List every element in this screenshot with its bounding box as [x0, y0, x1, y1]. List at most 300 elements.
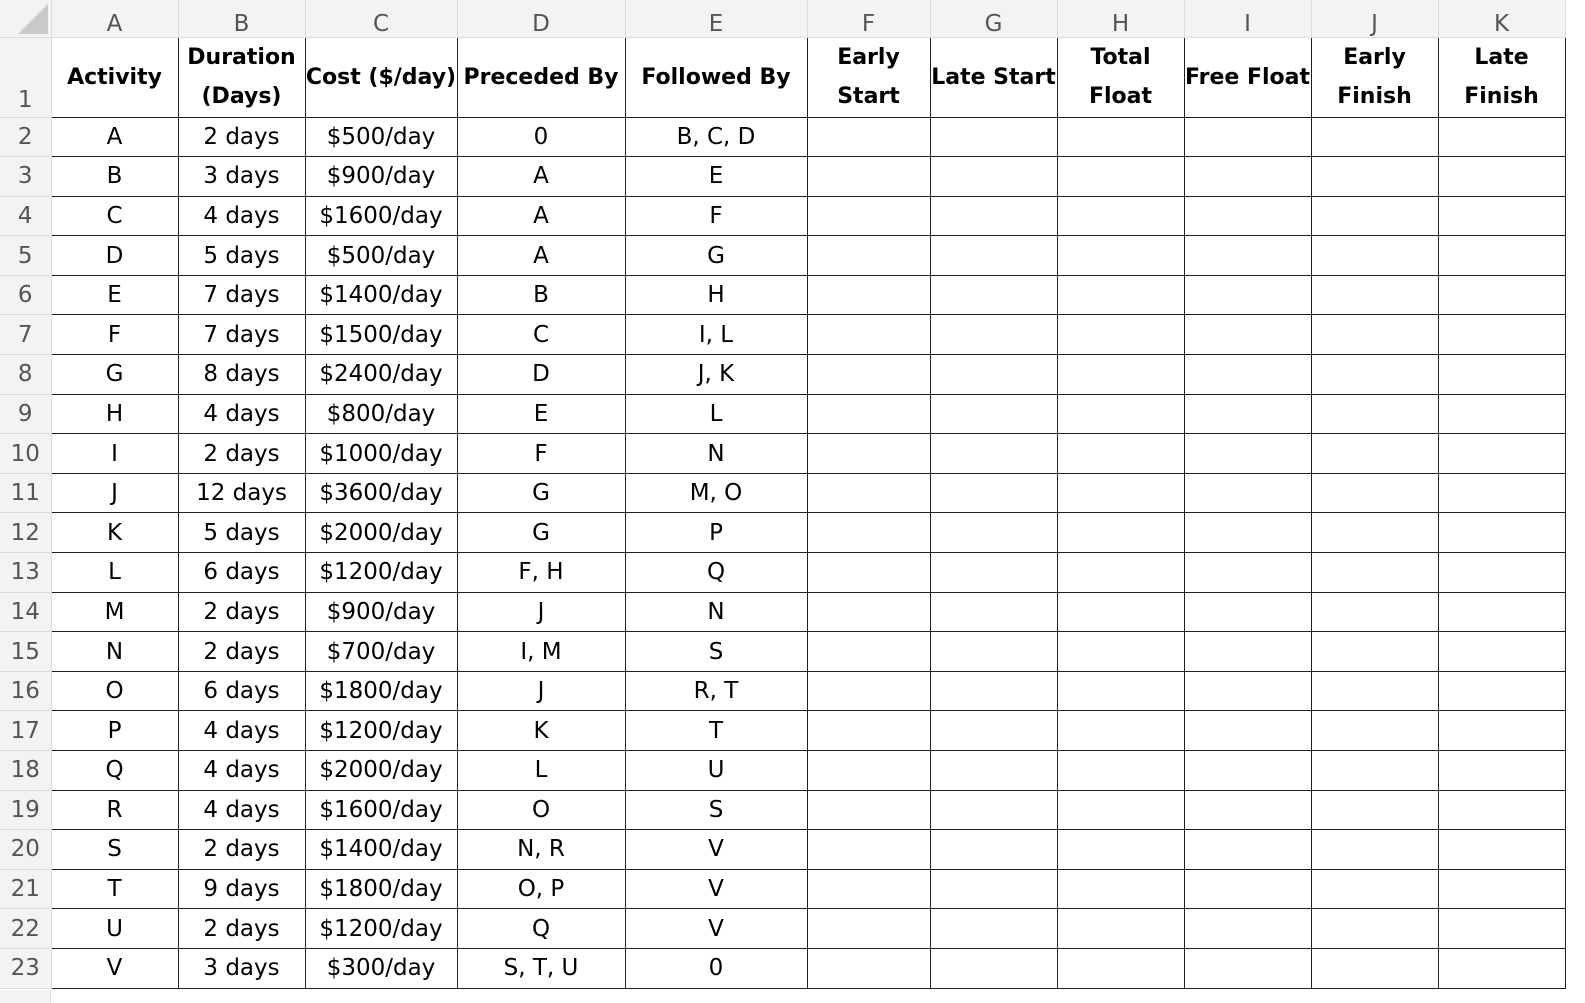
column-header[interactable]: E: [625, 0, 807, 37]
cell-early-start[interactable]: [807, 355, 930, 395]
cell-cost[interactable]: $1200/day: [305, 909, 457, 949]
cell-late-finish[interactable]: [1438, 830, 1565, 870]
cell-activity[interactable]: V: [51, 948, 178, 988]
cell-free-float[interactable]: [1184, 315, 1311, 355]
cell-duration[interactable]: 2 days: [178, 830, 305, 870]
cell-total-float[interactable]: [1057, 315, 1184, 355]
table-row: [0, 671, 1565, 711]
cell-free-float[interactable]: [1184, 117, 1311, 157]
cell-early-finish[interactable]: [1311, 117, 1438, 157]
cell-cost[interactable]: $300/day: [305, 948, 457, 988]
cell-free-float[interactable]: [1184, 830, 1311, 870]
cell-late-finish[interactable]: [1438, 157, 1565, 197]
cell-duration[interactable]: 2 days: [178, 117, 305, 157]
header-cell-activity[interactable]: Activity: [51, 37, 178, 117]
cell-cost[interactable]: $2000/day: [305, 751, 457, 791]
cell-free-float[interactable]: [1184, 473, 1311, 513]
cell-total-float[interactable]: [1057, 196, 1184, 236]
cell-cost[interactable]: $500/day: [305, 117, 457, 157]
cell-duration[interactable]: 2 days: [178, 632, 305, 672]
row-header[interactable]: 19: [0, 790, 51, 830]
header-cell-free-float[interactable]: Free Float: [1184, 37, 1311, 117]
cell-late-start[interactable]: [930, 315, 1057, 355]
cell-late-finish[interactable]: [1438, 751, 1565, 791]
column-header[interactable]: F: [807, 0, 930, 37]
cell-early-finish[interactable]: [1311, 632, 1438, 672]
cell-followed-by[interactable]: N: [625, 592, 807, 632]
cell-late-start[interactable]: [930, 948, 1057, 988]
row-header[interactable]: 1: [0, 37, 51, 117]
cell-early-start[interactable]: [807, 473, 930, 513]
cell-total-float[interactable]: [1057, 790, 1184, 830]
cell-free-float[interactable]: [1184, 513, 1311, 553]
cell-total-float[interactable]: [1057, 553, 1184, 593]
cell-duration[interactable]: 4 days: [178, 394, 305, 434]
cell-duration[interactable]: 6 days: [178, 553, 305, 593]
row-header[interactable]: 17: [0, 711, 51, 751]
cell-late-finish[interactable]: [1438, 236, 1565, 276]
cell-late-start[interactable]: [930, 117, 1057, 157]
cell-cost[interactable]: $1000/day: [305, 434, 457, 474]
cell-activity[interactable]: N: [51, 632, 178, 672]
cell-free-float[interactable]: [1184, 592, 1311, 632]
row-header[interactable]: 15: [0, 632, 51, 672]
cell-duration[interactable]: 5 days: [178, 513, 305, 553]
row-header[interactable]: 22: [0, 909, 51, 949]
cell-total-float[interactable]: [1057, 909, 1184, 949]
cell-early-finish[interactable]: [1311, 355, 1438, 395]
row-header[interactable]: 18: [0, 751, 51, 791]
cell-duration[interactable]: 9 days: [178, 869, 305, 909]
cell-late-finish[interactable]: [1438, 117, 1565, 157]
cell-cost[interactable]: $1600/day: [305, 196, 457, 236]
cell-preceded-by[interactable]: L: [457, 751, 625, 791]
cell-late-finish[interactable]: [1438, 513, 1565, 553]
cell-duration[interactable]: 2 days: [178, 909, 305, 949]
cell-free-float[interactable]: [1184, 790, 1311, 830]
cell-free-float[interactable]: [1184, 909, 1311, 949]
cell-early-start[interactable]: [807, 157, 930, 197]
header-cell-cost[interactable]: Cost ($/day): [305, 37, 457, 117]
column-header[interactable]: K: [1438, 0, 1565, 37]
cell-activity[interactable]: K: [51, 513, 178, 553]
cell-total-float[interactable]: [1057, 394, 1184, 434]
cell-duration[interactable]: 5 days: [178, 236, 305, 276]
cell-free-float[interactable]: [1184, 869, 1311, 909]
cell-duration[interactable]: 3 days: [178, 157, 305, 197]
cell-activity[interactable]: P: [51, 711, 178, 751]
cell-late-finish[interactable]: [1438, 355, 1565, 395]
cell-late-start[interactable]: [930, 632, 1057, 672]
cell-late-finish[interactable]: [1438, 275, 1565, 315]
cell-early-start[interactable]: [807, 632, 930, 672]
cell-cost[interactable]: $1400/day: [305, 830, 457, 870]
cell-total-float[interactable]: [1057, 632, 1184, 672]
cell-early-finish[interactable]: [1311, 869, 1438, 909]
cell-late-start[interactable]: [930, 236, 1057, 276]
cell-late-start[interactable]: [930, 394, 1057, 434]
cell-preceded-by[interactable]: O: [457, 790, 625, 830]
cell-preceded-by[interactable]: 0: [457, 117, 625, 157]
row-header[interactable]: 5: [0, 236, 51, 276]
cell-followed-by[interactable]: N: [625, 434, 807, 474]
cell-free-float[interactable]: [1184, 196, 1311, 236]
cell-preceded-by[interactable]: J: [457, 671, 625, 711]
cell-duration[interactable]: 3 days: [178, 948, 305, 988]
cell-early-finish[interactable]: [1311, 553, 1438, 593]
cell-total-float[interactable]: [1057, 948, 1184, 988]
cell-total-float[interactable]: [1057, 830, 1184, 870]
cell-cost[interactable]: $900/day: [305, 592, 457, 632]
cell-activity[interactable]: T: [51, 869, 178, 909]
cell-early-finish[interactable]: [1311, 592, 1438, 632]
table-row: [0, 553, 1565, 593]
cell-preceded-by[interactable]: F, H: [457, 553, 625, 593]
cell-total-float[interactable]: [1057, 513, 1184, 553]
cell-followed-by[interactable]: S: [625, 790, 807, 830]
column-header[interactable]: I: [1184, 0, 1311, 37]
cell-activity[interactable]: C: [51, 196, 178, 236]
cell-followed-by[interactable]: P: [625, 513, 807, 553]
cell-preceded-by[interactable]: G: [457, 513, 625, 553]
cell-late-start[interactable]: [930, 592, 1057, 632]
cell-early-finish[interactable]: [1311, 315, 1438, 355]
row-header[interactable]: 16: [0, 671, 51, 711]
column-header[interactable]: A: [51, 0, 178, 37]
row-header[interactable]: 3: [0, 157, 51, 197]
cell-late-finish[interactable]: [1438, 948, 1565, 988]
cell-total-float[interactable]: [1057, 751, 1184, 791]
table-row: [0, 236, 1565, 276]
row-header[interactable]: 4: [0, 196, 51, 236]
cell-early-start[interactable]: [807, 711, 930, 751]
column-header[interactable]: J: [1311, 0, 1438, 37]
cell-early-start[interactable]: [807, 315, 930, 355]
cell-free-float[interactable]: [1184, 751, 1311, 791]
cell-preceded-by[interactable]: N, R: [457, 830, 625, 870]
cell-followed-by[interactable]: J, K: [625, 355, 807, 395]
row-header[interactable]: 6: [0, 275, 51, 315]
cell-duration[interactable]: 12 days: [178, 473, 305, 513]
header-cell-late-start[interactable]: Late Start: [930, 37, 1057, 117]
cell-duration[interactable]: 7 days: [178, 315, 305, 355]
cell-total-float[interactable]: [1057, 473, 1184, 513]
table-row: [0, 196, 1565, 236]
cell-early-start[interactable]: [807, 434, 930, 474]
header-cell-total-float[interactable]: Total Float: [1057, 37, 1184, 117]
cell-total-float[interactable]: [1057, 355, 1184, 395]
cell-free-float[interactable]: [1184, 157, 1311, 197]
cell-early-finish[interactable]: [1311, 513, 1438, 553]
cell-cost[interactable]: $1200/day: [305, 711, 457, 751]
row-header[interactable]: 9: [0, 394, 51, 434]
cell-late-finish[interactable]: [1438, 553, 1565, 593]
cell-activity[interactable]: I: [51, 434, 178, 474]
cell-early-finish[interactable]: [1311, 394, 1438, 434]
cell-duration[interactable]: 7 days: [178, 275, 305, 315]
cell-early-start[interactable]: [807, 513, 930, 553]
select-all-triangle-icon[interactable]: [18, 4, 48, 34]
cell-total-float[interactable]: [1057, 157, 1184, 197]
row-header[interactable]: 23: [0, 948, 51, 988]
cell-duration[interactable]: 4 days: [178, 790, 305, 830]
cell-early-finish[interactable]: [1311, 157, 1438, 197]
cell-late-finish[interactable]: [1438, 434, 1565, 474]
cell-preceded-by[interactable]: Q: [457, 909, 625, 949]
cell-free-float[interactable]: [1184, 394, 1311, 434]
column-header[interactable]: B: [178, 0, 305, 37]
cell-followed-by[interactable]: Q: [625, 553, 807, 593]
cell-cost[interactable]: $800/day: [305, 394, 457, 434]
column-header[interactable]: C: [305, 0, 457, 37]
cell-activity[interactable]: O: [51, 671, 178, 711]
cell-late-finish[interactable]: [1438, 394, 1565, 434]
cell-early-start[interactable]: [807, 909, 930, 949]
header-cell-late-finish[interactable]: Late Finish: [1438, 37, 1565, 117]
row-header[interactable]: 2: [0, 117, 51, 157]
cell-early-start[interactable]: [807, 394, 930, 434]
cell-activity[interactable]: H: [51, 394, 178, 434]
cell-early-start[interactable]: [807, 830, 930, 870]
cell-followed-by[interactable]: M, O: [625, 473, 807, 513]
cell-late-finish[interactable]: [1438, 909, 1565, 949]
table-row: [0, 592, 1565, 632]
cell-early-start[interactable]: [807, 196, 930, 236]
cell-duration[interactable]: 2 days: [178, 434, 305, 474]
cell-late-start[interactable]: [930, 790, 1057, 830]
cell-duration[interactable]: 2 days: [178, 592, 305, 632]
cell-preceded-by[interactable]: B: [457, 275, 625, 315]
cell-followed-by[interactable]: H: [625, 275, 807, 315]
cell-early-start[interactable]: [807, 275, 930, 315]
cell-followed-by[interactable]: F: [625, 196, 807, 236]
cell-free-float[interactable]: [1184, 434, 1311, 474]
cell-cost[interactable]: $900/day: [305, 157, 457, 197]
row-header[interactable]: 21: [0, 869, 51, 909]
header-cell-preceded-by[interactable]: Preceded By: [457, 37, 625, 117]
cell-activity[interactable]: F: [51, 315, 178, 355]
cell-activity[interactable]: L: [51, 553, 178, 593]
cell-free-float[interactable]: [1184, 711, 1311, 751]
cell-cost[interactable]: $2000/day: [305, 513, 457, 553]
cell-late-finish[interactable]: [1438, 632, 1565, 672]
header-cell-early-finish[interactable]: Early Finish: [1311, 37, 1438, 117]
cell-preceded-by[interactable]: A: [457, 157, 625, 197]
cell-cost[interactable]: $1500/day: [305, 315, 457, 355]
cell-late-start[interactable]: [930, 275, 1057, 315]
cell-cost[interactable]: $1200/day: [305, 553, 457, 593]
cell-early-finish[interactable]: [1311, 196, 1438, 236]
cell-free-float[interactable]: [1184, 948, 1311, 988]
cell-early-finish[interactable]: [1311, 909, 1438, 949]
cell-activity[interactable]: B: [51, 157, 178, 197]
cell-early-start[interactable]: [807, 553, 930, 593]
cell-followed-by[interactable]: U: [625, 751, 807, 791]
cell-early-finish[interactable]: [1311, 751, 1438, 791]
cell-late-start[interactable]: [930, 909, 1057, 949]
cell-early-start[interactable]: [807, 236, 930, 276]
column-header[interactable]: D: [457, 0, 625, 37]
cell-late-finish[interactable]: [1438, 790, 1565, 830]
cell-late-start[interactable]: [930, 473, 1057, 513]
cell-early-finish[interactable]: [1311, 473, 1438, 513]
cell-free-float[interactable]: [1184, 553, 1311, 593]
row-header[interactable]: 11: [0, 473, 51, 513]
cell-preceded-by[interactable]: D: [457, 355, 625, 395]
cell-total-float[interactable]: [1057, 117, 1184, 157]
cell-total-float[interactable]: [1057, 434, 1184, 474]
cell-early-start[interactable]: [807, 948, 930, 988]
header-cell-followed-by[interactable]: Followed By: [625, 37, 807, 117]
cell-early-start[interactable]: [807, 869, 930, 909]
cell-cost[interactable]: $1800/day: [305, 671, 457, 711]
cell-late-finish[interactable]: [1438, 473, 1565, 513]
cell-early-finish[interactable]: [1311, 948, 1438, 988]
cell-total-float[interactable]: [1057, 869, 1184, 909]
cell-late-finish[interactable]: [1438, 592, 1565, 632]
cell-total-float[interactable]: [1057, 592, 1184, 632]
cell-late-start[interactable]: [930, 711, 1057, 751]
table-row: [0, 355, 1565, 395]
cell-activity[interactable]: A: [51, 117, 178, 157]
cell-late-start[interactable]: [930, 869, 1057, 909]
cell-late-finish[interactable]: [1438, 711, 1565, 751]
cell-followed-by[interactable]: G: [625, 236, 807, 276]
cell-preceded-by[interactable]: C: [457, 315, 625, 355]
cell-total-float[interactable]: [1057, 236, 1184, 276]
cell-free-float[interactable]: [1184, 236, 1311, 276]
cell-late-finish[interactable]: [1438, 869, 1565, 909]
cell-early-start[interactable]: [807, 671, 930, 711]
cell-followed-by[interactable]: V: [625, 830, 807, 870]
cell-late-start[interactable]: [930, 513, 1057, 553]
cell-preceded-by[interactable]: A: [457, 196, 625, 236]
cell-late-start[interactable]: [930, 434, 1057, 474]
cell-preceded-by[interactable]: O, P: [457, 869, 625, 909]
cell-duration[interactable]: 4 days: [178, 711, 305, 751]
cell-early-finish[interactable]: [1311, 790, 1438, 830]
cell-cost[interactable]: $2400/day: [305, 355, 457, 395]
cell-early-start[interactable]: [807, 751, 930, 791]
cell-late-start[interactable]: [930, 157, 1057, 197]
cell-total-float[interactable]: [1057, 275, 1184, 315]
table-row: [0, 869, 1565, 909]
cell-preceded-by[interactable]: S, T, U: [457, 948, 625, 988]
cell-activity[interactable]: M: [51, 592, 178, 632]
cell-preceded-by[interactable]: G: [457, 473, 625, 513]
cell-followed-by[interactable]: S: [625, 632, 807, 672]
cell-followed-by[interactable]: V: [625, 909, 807, 949]
cell-duration[interactable]: 8 days: [178, 355, 305, 395]
cell-early-finish[interactable]: [1311, 434, 1438, 474]
cell-followed-by[interactable]: L: [625, 394, 807, 434]
cell-free-float[interactable]: [1184, 275, 1311, 315]
row-header[interactable]: 8: [0, 355, 51, 395]
cell-early-finish[interactable]: [1311, 275, 1438, 315]
table-row: [0, 157, 1565, 197]
cell-early-start[interactable]: [807, 592, 930, 632]
column-header[interactable]: H: [1057, 0, 1184, 37]
cell-duration[interactable]: 6 days: [178, 671, 305, 711]
cell-early-finish[interactable]: [1311, 830, 1438, 870]
header-cell-duration[interactable]: Duration (Days): [178, 37, 305, 117]
row-header[interactable]: 12: [0, 513, 51, 553]
table-header-row: [0, 37, 1565, 117]
row-header[interactable]: 14: [0, 592, 51, 632]
cell-followed-by[interactable]: B, C, D: [625, 117, 807, 157]
cell-free-float[interactable]: [1184, 632, 1311, 672]
cell-early-start[interactable]: [807, 117, 930, 157]
cell-preceded-by[interactable]: E: [457, 394, 625, 434]
cell-late-start[interactable]: [930, 355, 1057, 395]
cell-followed-by[interactable]: I, L: [625, 315, 807, 355]
cell-activity[interactable]: G: [51, 355, 178, 395]
cell-cost[interactable]: $700/day: [305, 632, 457, 672]
cell-cost[interactable]: $3600/day: [305, 473, 457, 513]
cell-followed-by[interactable]: R, T: [625, 671, 807, 711]
cell-activity[interactable]: U: [51, 909, 178, 949]
cell-preceded-by[interactable]: K: [457, 711, 625, 751]
cell-duration[interactable]: 4 days: [178, 751, 305, 791]
row-header-partial[interactable]: [0, 990, 51, 1003]
cell-followed-by[interactable]: T: [625, 711, 807, 751]
cell-cost[interactable]: $500/day: [305, 236, 457, 276]
cell-activity[interactable]: D: [51, 236, 178, 276]
cell-free-float[interactable]: [1184, 671, 1311, 711]
cell-followed-by[interactable]: V: [625, 869, 807, 909]
row-header[interactable]: 20: [0, 830, 51, 870]
cell-duration[interactable]: 4 days: [178, 196, 305, 236]
cell-late-start[interactable]: [930, 671, 1057, 711]
cell-activity[interactable]: Q: [51, 751, 178, 791]
table-row: [0, 711, 1565, 751]
cell-early-start[interactable]: [807, 790, 930, 830]
select-all-corner[interactable]: [0, 0, 51, 37]
cell-activity[interactable]: S: [51, 830, 178, 870]
row-header[interactable]: 10: [0, 434, 51, 474]
cell-total-float[interactable]: [1057, 671, 1184, 711]
cell-preceded-by[interactable]: F: [457, 434, 625, 474]
cell-preceded-by[interactable]: J: [457, 592, 625, 632]
cell-followed-by[interactable]: E: [625, 157, 807, 197]
cell-preceded-by[interactable]: A: [457, 236, 625, 276]
row-header[interactable]: 13: [0, 553, 51, 593]
cell-late-start[interactable]: [930, 830, 1057, 870]
cell-late-finish[interactable]: [1438, 671, 1565, 711]
header-cell-early-start[interactable]: Early Start: [807, 37, 930, 117]
cell-cost[interactable]: $1800/day: [305, 869, 457, 909]
cell-activity[interactable]: J: [51, 473, 178, 513]
cell-early-finish[interactable]: [1311, 711, 1438, 751]
cell-free-float[interactable]: [1184, 355, 1311, 395]
cell-early-finish[interactable]: [1311, 671, 1438, 711]
cell-activity[interactable]: R: [51, 790, 178, 830]
cell-activity[interactable]: E: [51, 275, 178, 315]
cell-early-finish[interactable]: [1311, 236, 1438, 276]
cell-late-start[interactable]: [930, 196, 1057, 236]
cell-preceded-by[interactable]: I, M: [457, 632, 625, 672]
cell-late-finish[interactable]: [1438, 196, 1565, 236]
cell-total-float[interactable]: [1057, 711, 1184, 751]
cell-late-finish[interactable]: [1438, 315, 1565, 355]
row-header[interactable]: 7: [0, 315, 51, 355]
cell-cost[interactable]: $1600/day: [305, 790, 457, 830]
cell-late-start[interactable]: [930, 553, 1057, 593]
cell-late-start[interactable]: [930, 751, 1057, 791]
cell-cost[interactable]: $1400/day: [305, 275, 457, 315]
cell-followed-by[interactable]: 0: [625, 948, 807, 988]
column-header[interactable]: G: [930, 0, 1057, 37]
